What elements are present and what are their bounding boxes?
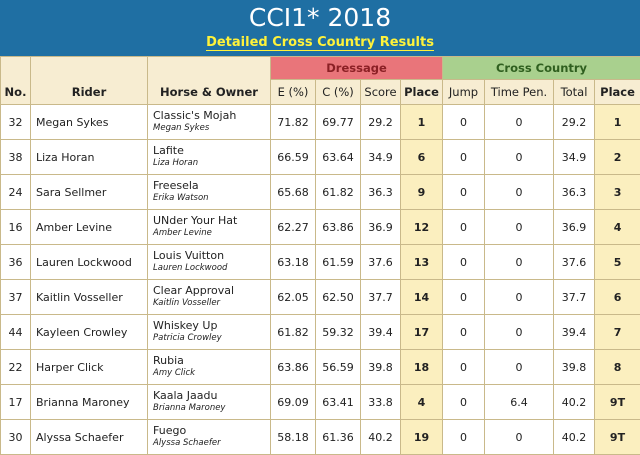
- cell-e: 71.82: [271, 105, 316, 140]
- cell-rider: Brianna Maroney: [31, 385, 148, 420]
- column-header-rider: Rider: [31, 57, 148, 105]
- horse-name: Clear Approval: [153, 284, 234, 297]
- cell-time-pen: 0: [485, 140, 554, 175]
- cell-c: 56.59: [316, 350, 361, 385]
- cell-c: 63.86: [316, 210, 361, 245]
- table-row: [1, 385, 640, 420]
- owner-name: Alyssa Schaefer: [153, 437, 270, 450]
- cell-rider: Lauren Lockwood: [31, 245, 148, 280]
- cell-total: 36.3: [554, 175, 595, 210]
- cell-jump: 0: [443, 385, 485, 420]
- cell-score: 39.8: [361, 350, 401, 385]
- cell-horse-owner: [148, 315, 271, 350]
- cell-total: 39.8: [554, 350, 595, 385]
- column-header-jump: Jump: [443, 80, 485, 105]
- cell-jump: 0: [443, 420, 485, 455]
- table-row: [1, 210, 640, 245]
- cell-total: 36.9: [554, 210, 595, 245]
- cell-no: 36: [1, 245, 31, 280]
- cell-time-pen: 0: [485, 280, 554, 315]
- cell-e: 62.27: [271, 210, 316, 245]
- cell-e: 69.09: [271, 385, 316, 420]
- horse-name: Kaala Jaadu: [153, 389, 217, 402]
- cell-score: 33.8: [361, 385, 401, 420]
- column-header-place: Place: [401, 80, 443, 105]
- table-row: [1, 105, 640, 140]
- cell-no: 38: [1, 140, 31, 175]
- results-table: [0, 56, 640, 455]
- column-header-score: Score: [361, 80, 401, 105]
- cell-time-pen: 0: [485, 245, 554, 280]
- owner-name: Erika Watson: [153, 192, 270, 205]
- horse-name: Lafite: [153, 144, 184, 157]
- cell-jump: 0: [443, 140, 485, 175]
- cell-total: 40.2: [554, 385, 595, 420]
- column-header-e: E (%): [271, 80, 316, 105]
- cell-e: 66.59: [271, 140, 316, 175]
- cell-xc-place: 9T: [595, 420, 640, 455]
- cell-rider: Kayleen Crowley: [31, 315, 148, 350]
- cell-e: 58.18: [271, 420, 316, 455]
- page-header: [0, 0, 640, 56]
- cell-place: 4: [401, 385, 443, 420]
- cell-time-pen: 6.4: [485, 385, 554, 420]
- cell-no: 22: [1, 350, 31, 385]
- cell-place: 6: [401, 140, 443, 175]
- subtitle-text: Detailed Cross Country Results: [206, 35, 434, 51]
- cell-rider: Amber Levine: [31, 210, 148, 245]
- cell-e: 61.82: [271, 315, 316, 350]
- horse-name: UNder Your Hat: [153, 214, 237, 227]
- cell-rider: Harper Click: [31, 350, 148, 385]
- column-header-time-pen: Time Pen.: [485, 80, 554, 105]
- cell-score: 40.2: [361, 420, 401, 455]
- cell-horse-owner: [148, 140, 271, 175]
- table-row: [1, 245, 640, 280]
- cell-xc-place: 1: [595, 105, 640, 140]
- cell-jump: 0: [443, 315, 485, 350]
- cell-no: 16: [1, 210, 31, 245]
- cell-no: 44: [1, 315, 31, 350]
- cell-score: 34.9: [361, 140, 401, 175]
- owner-name: Patricia Crowley: [153, 332, 270, 345]
- owner-name: Amber Levine: [153, 227, 270, 240]
- cell-jump: 0: [443, 245, 485, 280]
- cell-total: 29.2: [554, 105, 595, 140]
- owner-name: Kaitlin Vosseller: [153, 297, 270, 310]
- cell-jump: 0: [443, 210, 485, 245]
- cell-horse-owner: [148, 280, 271, 315]
- column-header-no: No.: [1, 57, 31, 105]
- cell-horse-owner: [148, 245, 271, 280]
- cell-time-pen: 0: [485, 420, 554, 455]
- cell-c: 59.32: [316, 315, 361, 350]
- cell-no: 37: [1, 280, 31, 315]
- horse-name: Freesela: [153, 179, 199, 192]
- cell-rider: Megan Sykes: [31, 105, 148, 140]
- horse-name: Fuego: [153, 424, 186, 437]
- column-header-total: Total: [554, 80, 595, 105]
- cell-place: 12: [401, 210, 443, 245]
- table-row: [1, 350, 640, 385]
- column-header-horse-owner: Horse & Owner: [148, 57, 271, 105]
- owner-name: Brianna Maroney: [153, 402, 270, 415]
- page-subtitle: [0, 35, 640, 51]
- cell-horse-owner: [148, 385, 271, 420]
- cell-c: 62.50: [316, 280, 361, 315]
- cell-xc-place: 6: [595, 280, 640, 315]
- cell-rider: Alyssa Schaefer: [31, 420, 148, 455]
- cell-jump: 0: [443, 350, 485, 385]
- cell-time-pen: 0: [485, 175, 554, 210]
- cell-score: 37.7: [361, 280, 401, 315]
- cell-place: 9: [401, 175, 443, 210]
- cell-e: 63.18: [271, 245, 316, 280]
- horse-name: Whiskey Up: [153, 319, 217, 332]
- table-row: [1, 140, 640, 175]
- cell-jump: 0: [443, 280, 485, 315]
- cell-xc-place: 5: [595, 245, 640, 280]
- table-row: [1, 175, 640, 210]
- horse-name: Rubia: [153, 354, 184, 367]
- cell-c: 61.82: [316, 175, 361, 210]
- cell-xc-place: 9T: [595, 385, 640, 420]
- table-row: [1, 280, 640, 315]
- cell-time-pen: 0: [485, 210, 554, 245]
- cell-c: 63.41: [316, 385, 361, 420]
- cell-rider: Liza Horan: [31, 140, 148, 175]
- table-row: [1, 315, 640, 350]
- cell-total: 37.6: [554, 245, 595, 280]
- table-row: [1, 420, 640, 455]
- cell-place: 14: [401, 280, 443, 315]
- cell-c: 69.77: [316, 105, 361, 140]
- cell-total: 34.9: [554, 140, 595, 175]
- cell-xc-place: 7: [595, 315, 640, 350]
- cell-xc-place: 4: [595, 210, 640, 245]
- owner-name: Lauren Lockwood: [153, 262, 270, 275]
- cell-e: 62.05: [271, 280, 316, 315]
- cell-total: 40.2: [554, 420, 595, 455]
- cell-score: 37.6: [361, 245, 401, 280]
- cell-e: 63.86: [271, 350, 316, 385]
- cell-place: 1: [401, 105, 443, 140]
- cell-jump: 0: [443, 175, 485, 210]
- page-title: CCI1* 2018: [0, 2, 640, 34]
- cell-place: 17: [401, 315, 443, 350]
- cell-xc-place: 8: [595, 350, 640, 385]
- owner-name: Liza Horan: [153, 157, 270, 170]
- cell-c: 61.59: [316, 245, 361, 280]
- cell-place: 19: [401, 420, 443, 455]
- cell-e: 65.68: [271, 175, 316, 210]
- cell-place: 13: [401, 245, 443, 280]
- cell-time-pen: 0: [485, 350, 554, 385]
- cell-score: 39.4: [361, 315, 401, 350]
- cell-horse-owner: [148, 210, 271, 245]
- results-body: [1, 105, 640, 455]
- column-header-c: C (%): [316, 80, 361, 105]
- cell-horse-owner: [148, 420, 271, 455]
- cell-xc-place: 3: [595, 175, 640, 210]
- cell-time-pen: 0: [485, 315, 554, 350]
- cell-horse-owner: [148, 175, 271, 210]
- cell-horse-owner: [148, 350, 271, 385]
- cell-no: 24: [1, 175, 31, 210]
- cell-total: 37.7: [554, 280, 595, 315]
- horse-name: Louis Vuitton: [153, 249, 224, 262]
- cell-place: 18: [401, 350, 443, 385]
- owner-name: Megan Sykes: [153, 122, 270, 135]
- cell-c: 63.64: [316, 140, 361, 175]
- cell-no: 17: [1, 385, 31, 420]
- cell-xc-place: 2: [595, 140, 640, 175]
- cell-total: 39.4: [554, 315, 595, 350]
- group-header-dressage: Dressage: [271, 57, 443, 80]
- cell-time-pen: 0: [485, 105, 554, 140]
- cell-rider: Kaitlin Vosseller: [31, 280, 148, 315]
- cell-jump: 0: [443, 105, 485, 140]
- cell-no: 32: [1, 105, 31, 140]
- group-header-cross-country: Cross Country: [443, 57, 640, 80]
- cell-c: 61.36: [316, 420, 361, 455]
- column-header-xc-place: Place: [595, 80, 640, 105]
- cell-rider: Sara Sellmer: [31, 175, 148, 210]
- horse-name: Classic's Mojah: [153, 109, 236, 122]
- owner-name: Amy Click: [153, 367, 270, 380]
- cell-no: 30: [1, 420, 31, 455]
- cell-score: 29.2: [361, 105, 401, 140]
- cell-score: 36.3: [361, 175, 401, 210]
- cell-score: 36.9: [361, 210, 401, 245]
- cell-horse-owner: [148, 105, 271, 140]
